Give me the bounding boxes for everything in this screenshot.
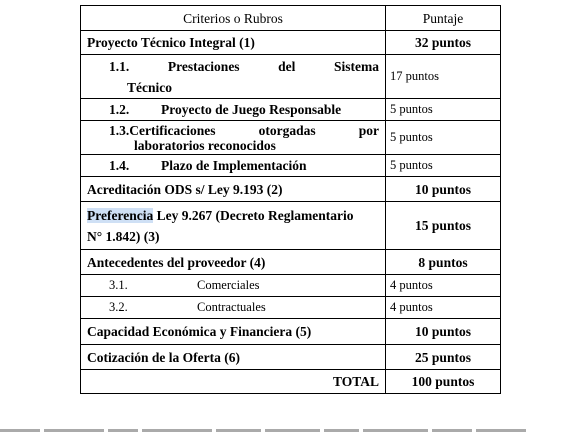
subcriterion-label: 1.2. Proyecto de Juego Responsable	[81, 99, 386, 121]
criteria-table	[80, 5, 501, 394]
subcriterion-number: 3.1.	[109, 278, 128, 292]
subcriterion-score: 4 puntos	[386, 297, 501, 319]
criterion-label: Acreditación ODS s/ Ley 9.193 (2)	[81, 177, 386, 202]
total-row	[81, 370, 501, 394]
criterion-score: 8 puntos	[386, 250, 501, 275]
table-row	[81, 250, 501, 275]
cropped-text-line	[0, 427, 564, 434]
table-row	[81, 297, 501, 319]
table-row	[81, 345, 501, 370]
subcriterion-label: 1.1. Prestaciones del Sistema Técnico	[81, 55, 386, 99]
subcriterion-score: 4 puntos	[386, 275, 501, 297]
table-row	[81, 202, 501, 250]
subcriterion-score: 5 puntos	[386, 155, 501, 177]
subcriterion-score: 5 puntos	[386, 121, 501, 155]
subcriterion-label: 1.4. Plazo de Implementación	[81, 155, 386, 177]
criterion-score: 15 puntos	[386, 202, 501, 250]
subcriterion-number: 3.2.	[109, 300, 128, 314]
subcriterion-number: 1.3.	[109, 122, 130, 138]
subcriterion-label: 3.1. Comerciales	[81, 275, 386, 297]
table-row	[81, 31, 501, 55]
criterion-score: 10 puntos	[386, 319, 501, 345]
criterion-label: Capacidad Económica y Financiera (5)	[81, 319, 386, 345]
table-row	[81, 319, 501, 345]
table-row	[81, 99, 501, 121]
criterion-score: 10 puntos	[386, 177, 501, 202]
subcriterion-label: 1.3.Certificaciones otorgadas por laboratorios reconocidos	[81, 121, 386, 155]
table-row	[81, 177, 501, 202]
table-row	[81, 121, 501, 155]
subcriterion-label: 3.2. Contractuales	[81, 297, 386, 319]
subcriterion-number: 1.4.	[109, 158, 130, 173]
total-score: 100 puntos	[386, 370, 501, 394]
table-row	[81, 275, 501, 297]
subcriterion-number: 1.1.	[109, 58, 130, 74]
criterion-label: Cotización de la Oferta (6)	[81, 345, 386, 370]
header-criteria: Criterios o Rubros	[81, 6, 386, 31]
table-row	[81, 155, 501, 177]
subcriterion-number: 1.2.	[109, 102, 130, 117]
criterion-score: 25 puntos	[386, 345, 501, 370]
table-header-row	[81, 6, 501, 31]
criterion-label: Antecedentes del proveedor (4)	[81, 250, 386, 275]
total-label: TOTAL	[81, 370, 386, 394]
subcriterion-score: 5 puntos	[386, 99, 501, 121]
subcriterion-score: 17 puntos	[386, 55, 501, 99]
highlighted-word: Preferencia	[87, 207, 154, 223]
header-score: Puntaje	[386, 6, 501, 31]
criterion-label: Proyecto Técnico Integral (1)	[81, 31, 386, 55]
table-row	[81, 55, 501, 99]
criterion-score: 32 puntos	[386, 31, 501, 55]
criterion-label: Preferencia Ley 9.267 (Decreto Reglamentario N° 1.842) (3)	[81, 202, 386, 250]
